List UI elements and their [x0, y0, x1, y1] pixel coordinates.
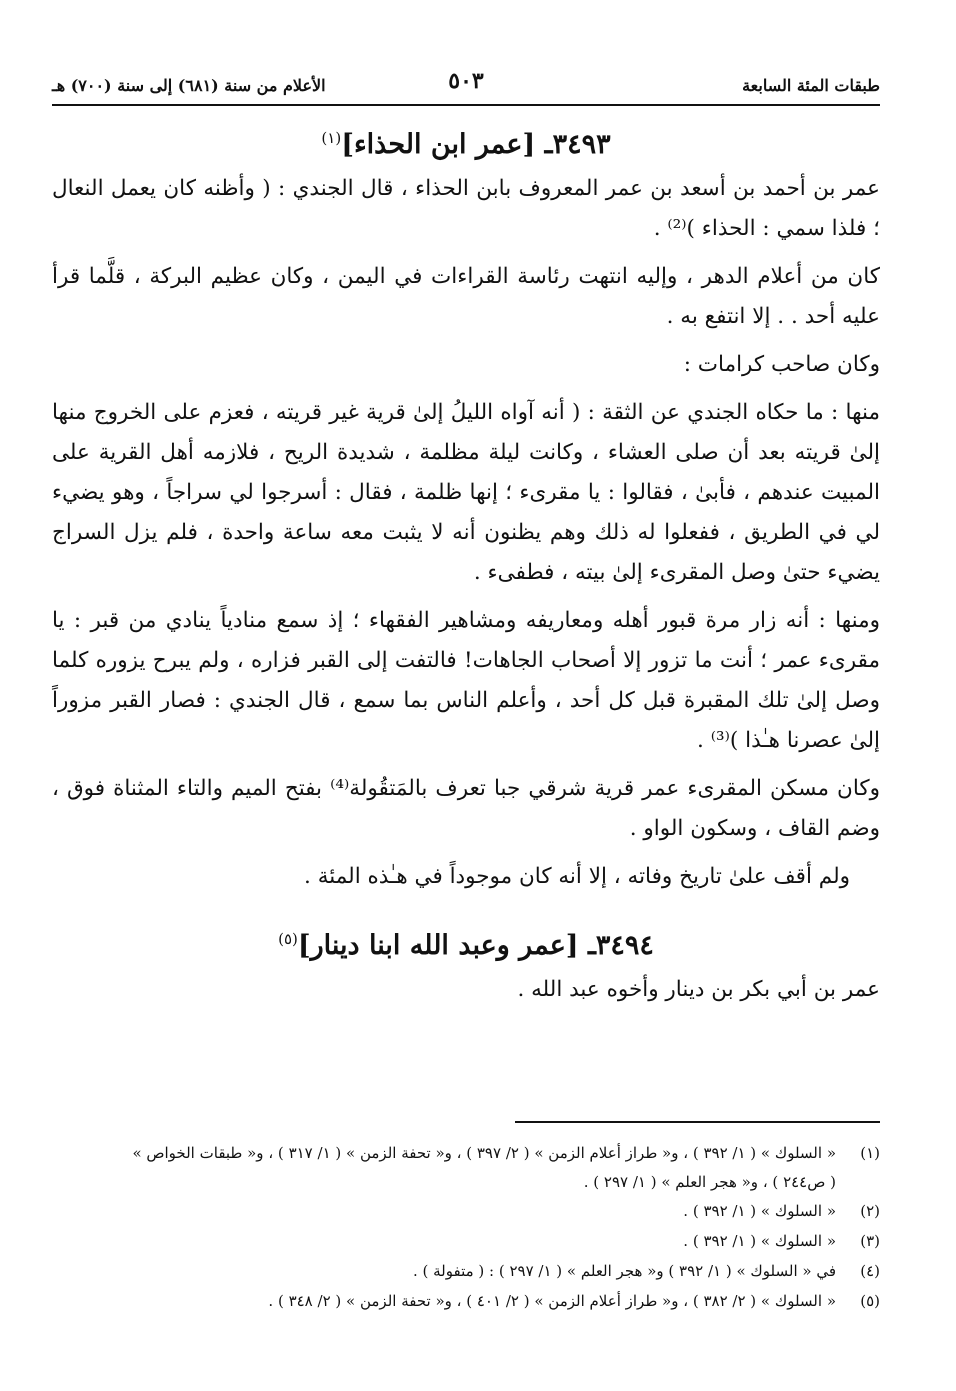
footnote-number: (٣): [860, 1232, 880, 1250]
paragraph: عمر بن أحمد بن أسعد بن عمر المعروف بابن الحذاء ، قال الجندي : ( وأظنه كان يعمل النعال ؛ فلذا سمي : الحذاء )⁽²⁾ .: [52, 176, 880, 241]
footnote-number: (٥): [860, 1292, 880, 1310]
footnote-number: (١): [860, 1144, 880, 1162]
footnote-number: (٤): [860, 1262, 880, 1280]
footnote-text: « السلوك » ( ٢/ ٣٨٢ ) ، و« طراز أعلام الزمن » ( ٢/ ٤٠١ ) ، و« تحفة الزمن » ( ٢/ ٣٤٨ ) .: [268, 1292, 836, 1310]
footnote-text: « السلوك » ( ١/ ٣٩٢ ) .: [683, 1202, 836, 1220]
book-page: [52, 0, 880, 1391]
entry-title-footnote-ref: (١): [321, 129, 342, 147]
footnote-text: « السلوك » ( ١/ ٣٩٢ ) .: [683, 1232, 836, 1250]
entry-title-footnote-ref: (٥): [278, 930, 298, 948]
header-rule: [52, 104, 880, 106]
footnote: [52, 1226, 880, 1256]
footnote-number: (٢): [860, 1202, 880, 1220]
footnote: [52, 1138, 880, 1168]
footnote: [52, 1196, 880, 1226]
entry-title-text: ٣٤٩٤ـ [عمر وعبد الله ابنا دينار]: [297, 930, 654, 961]
entry-title-3494: [52, 919, 880, 966]
footnote: [52, 1256, 880, 1286]
footnote-continuation: ( ص٢٤٤ ) ، و« هجر العلم » ( ١/ ٢٩٧ ) .: [583, 1173, 836, 1191]
page-number: ٥٠٣: [448, 68, 484, 94]
footnotes: [52, 1138, 880, 1316]
running-header: [52, 68, 880, 98]
entry-title-text: ٣٤٩٣ـ [عمر ابن الحذاء]: [341, 129, 611, 160]
header-section-title: طبقات المئة السابعة: [742, 75, 880, 95]
page-body: [52, 118, 880, 1018]
footnote: [52, 1286, 880, 1316]
paragraph: وكان صاحب كرامات :: [683, 352, 880, 377]
paragraph: كان من أعلام الدهر ، وإليه انتهت رئاسة القراءات في اليمن ، وكان عظيم البركة ، قلَّما قرأ عليه أحد . . إلا انتفع به .: [52, 264, 880, 329]
entry-title-3493: [52, 118, 880, 165]
paragraph: عمر بن أبي بكر بن دينار وأخوه عبد الله .: [517, 977, 880, 1002]
paragraph: وكان مسكن المقرىء عمر قرية شرقي جبا تعرف بالمَتقُولة⁽⁴⁾ بفتح الميم والتاء المثناة فوق ، وضم القاف ، وسكون الواو .: [52, 776, 880, 841]
footnote-separator: [515, 1121, 880, 1123]
footnote-text: في « السلوك » ( ١/ ٣٩٢ ) و« هجر العلم » ( ١/ ٢٩٧ ) : ( متفولة ) .: [412, 1262, 836, 1280]
paragraph: ولم أقف علىٰ تاريخ وفاته ، إلا أنه كان موجوداً في هـٰذه المئة .: [304, 864, 850, 889]
footnote-text: « السلوك » ( ١/ ٣٩٢ ) ، و« طراز أعلام الزمن » ( ٢/ ٣٩٧ ) ، و« تحفة الزمن » ( ١/ ٣١٧ ) ، و« طبقات الخواص »: [132, 1144, 836, 1162]
paragraph: ومنها : أنه زار مرة قبور أهله ومعاريفه ومشاهير الفقهاء ؛ إذ سمع منادياً ينادي من قبر : يا مقرىء عمر ؛ أنت ما تزور إلا أصحاب الجاهات! فالتفت إلى القبر فزاره ، ولم يبرح يزوره كلما وصل إلىٰ تلك المقبرة قبل كل أحد ، وأعلم الناس بما سمع ، قال الجندي : فصار القبر مزوراً إلىٰ عصرنا هـٰذا )⁽³⁾ .: [52, 608, 880, 753]
paragraph: منها : ما حكاه الجندي عن الثقة : ( أنه آواه الليلُ إلىٰ قرية غير قريته ، فعزم على الخروج منها إلىٰ قريته بعد أن صلى العشاء ، وكانت ليلة مظلمة ، شديدة الريح ، فلازمه أهل القرية على المبيت عندهم ، فأبىٰ ، فقالوا : يا مقرىء ؛ إنها ظلمة ، فقال : أسرجوا لي سراجاً ، وهو يضيء لي في الطريق ، ففعلوا له ذلك وهم يظنون أنه لا يثبت معه ساعة واحدة ، فلم يزل السراج يضيء حتىٰ وصل المقرىء إلىٰ بيته ، فطفىء .: [52, 400, 880, 585]
header-range-title: الأعلام من سنة (٦٨١) إلى سنة (٧٠٠) هـ: [52, 75, 326, 95]
